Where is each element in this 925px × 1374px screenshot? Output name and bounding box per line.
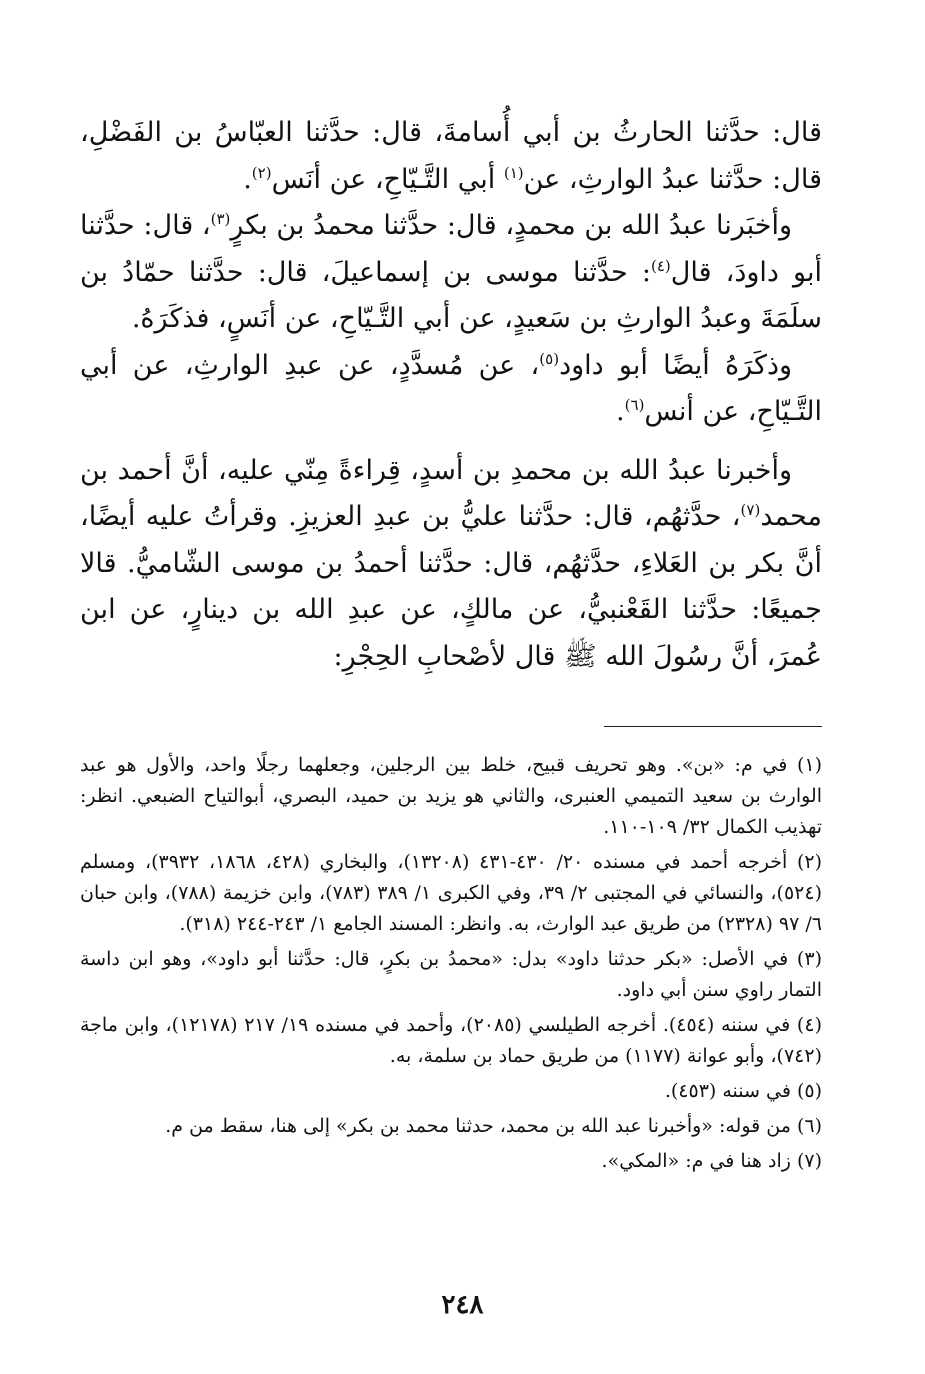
text-span: وذكَرَهُ أيضًا أبو داود bbox=[559, 349, 793, 381]
text-span: . bbox=[616, 396, 625, 427]
footnote-ref-7: (٧) bbox=[740, 501, 761, 519]
paragraph-2 bbox=[80, 203, 822, 343]
footnote-ref-2: (٢) bbox=[251, 163, 272, 182]
page-number: ٢٤٨ bbox=[441, 1290, 484, 1320]
footnote-ref-3: (٣) bbox=[210, 210, 231, 228]
text-span: قال: حدَّثنا الحارثُ بن أبي أُسامةَ، قال: حدَّثنا العبّاسُ بن الفَضْلِ، قال: حدَّثنا عبدُ الوارثِ، عن bbox=[80, 117, 822, 195]
footnote-ref-5: (٥) bbox=[539, 349, 560, 368]
text-span: . bbox=[243, 163, 252, 195]
text-span: وأخبَرنا عبدُ الله بن محمدٍ، قال: حدَّثنا محمدُ بن بكرٍ bbox=[230, 210, 792, 241]
page-body bbox=[80, 110, 822, 1172]
text-span: وأخبرنا عبدُ الله بن محمدِ بن أسدٍ، قِراءةً مِنّي عليه، أنَّ أحمد بن محمد bbox=[80, 454, 822, 532]
footnote-1: (١) في م: «بن». وهو تحريف قبيح، خلط بين الرجلين، وجعلهما رجلًا واحد، والأول هو عبد الوارث بن سعيد التميمي العنبرى، والثاني هو يزيد بن حميد، البصري، أبوالتياح الضبعي. انظر: تهذيب الكمال ٣٢/ ١٠٩-١١٠. bbox=[80, 754, 822, 838]
footnote-3: (٣) في الأصل: «بكر حدثنا داود» بدل: «محمدُ بن بكرٍ، قال: حدَّثنا أبو داود»، وهو ابن داسة التمار راوي سنن أبي داود. bbox=[80, 948, 822, 1001]
footnote-6: (٦) من قوله: «وأخبرنا عبد الله بن محمد، حدثنا محمد بن بكر» إلى هنا، سقط من م. bbox=[165, 1115, 822, 1137]
text-span: : حدَّثنا موسى بن إسماعيلَ، قال: حدَّثنا حمّادُ بن سلَمَةَ وعبدُ الوارثِ بن سَعيدٍ، عن أبي التَّـيّاحِ، عن أنَسٍ، فذكَرَهُ. bbox=[80, 256, 822, 334]
footnote-5: (٥) في سننه (٤٥٣). bbox=[664, 1080, 822, 1102]
footnote-4: (٤) في سننه (٤٥٤). أخرجه الطيلسي (٢٠٨٥)، وأحمد في مسنده ١٩/ ٢١٧ (١٢١٧٨)، وابن ماجة (٧٤٢)، وأبو عوانة (١١٧٧) من طريق حماد بن سلمة، به. bbox=[80, 1014, 822, 1067]
main-text bbox=[80, 110, 822, 680]
text-span: أبي التَّـيّاحِ، عن أنَس bbox=[271, 163, 504, 195]
paragraph-4 bbox=[80, 448, 822, 681]
footnote-separator bbox=[604, 726, 822, 727]
footnote-ref-1: (١) bbox=[503, 163, 524, 182]
footnote-ref-6: (٦) bbox=[624, 396, 645, 414]
footnote-2: (٢) أخرجه أحمد في مسنده ٢٠/ ٤٣٠-٤٣١ (١٣٢٠٨)، والبخاري (٤٢٨، ١٨٦٨، ٣٩٣٢)، ومسلم (٥٢٤)، والنسائي في المجتبى ٢/ ٣٩، وفي الكبرى ١/ ٣٨٩ (٧٨٣)، وابن خزيمة (٧٨٨)، وابن حبان ٦/ ٩٧ (٢٣٢٨) من طريق عبد الوارث، به. وانظر: المسند الجامع ١/ ٢٤٣-٢٤٤ (٣١٨). bbox=[80, 851, 822, 935]
footnote-ref-4: (٤) bbox=[650, 256, 671, 275]
text-span: ، حدَّثهُم، قال: حدَّثنا عليُّ بن عبدِ العزيزِ. وقرأتُ عليه أيضًا، أنَّ بكر بن العَلاءِ، حدَّثهُم، قال: حدَّثنا أحمدُ بن موسى الشّاميُّ. قالا جميعًا: حدَّثنا القَعْنبيُّ، عن مالكٍ، عن عبدِ الله بن دينارٍ، عن ابن عُمرَ، أنَّ رسُولَ الله ﷺ قال لأصْحابِ الحِجْرِ: bbox=[80, 501, 822, 672]
text-span: ، قال: حدَّثنا أبو داودَ، قال bbox=[80, 210, 822, 288]
paragraph-3 bbox=[80, 343, 822, 436]
footnotes bbox=[80, 750, 822, 1181]
text-span: ، عن مُسدَّدٍ، عن عبدِ الوارثِ، عن أبي التَّـيّاحِ، عن أنس bbox=[80, 349, 822, 427]
footnote-7: (٧) زاد هنا في م: «المكي». bbox=[601, 1150, 822, 1172]
paragraph-1 bbox=[80, 110, 822, 203]
